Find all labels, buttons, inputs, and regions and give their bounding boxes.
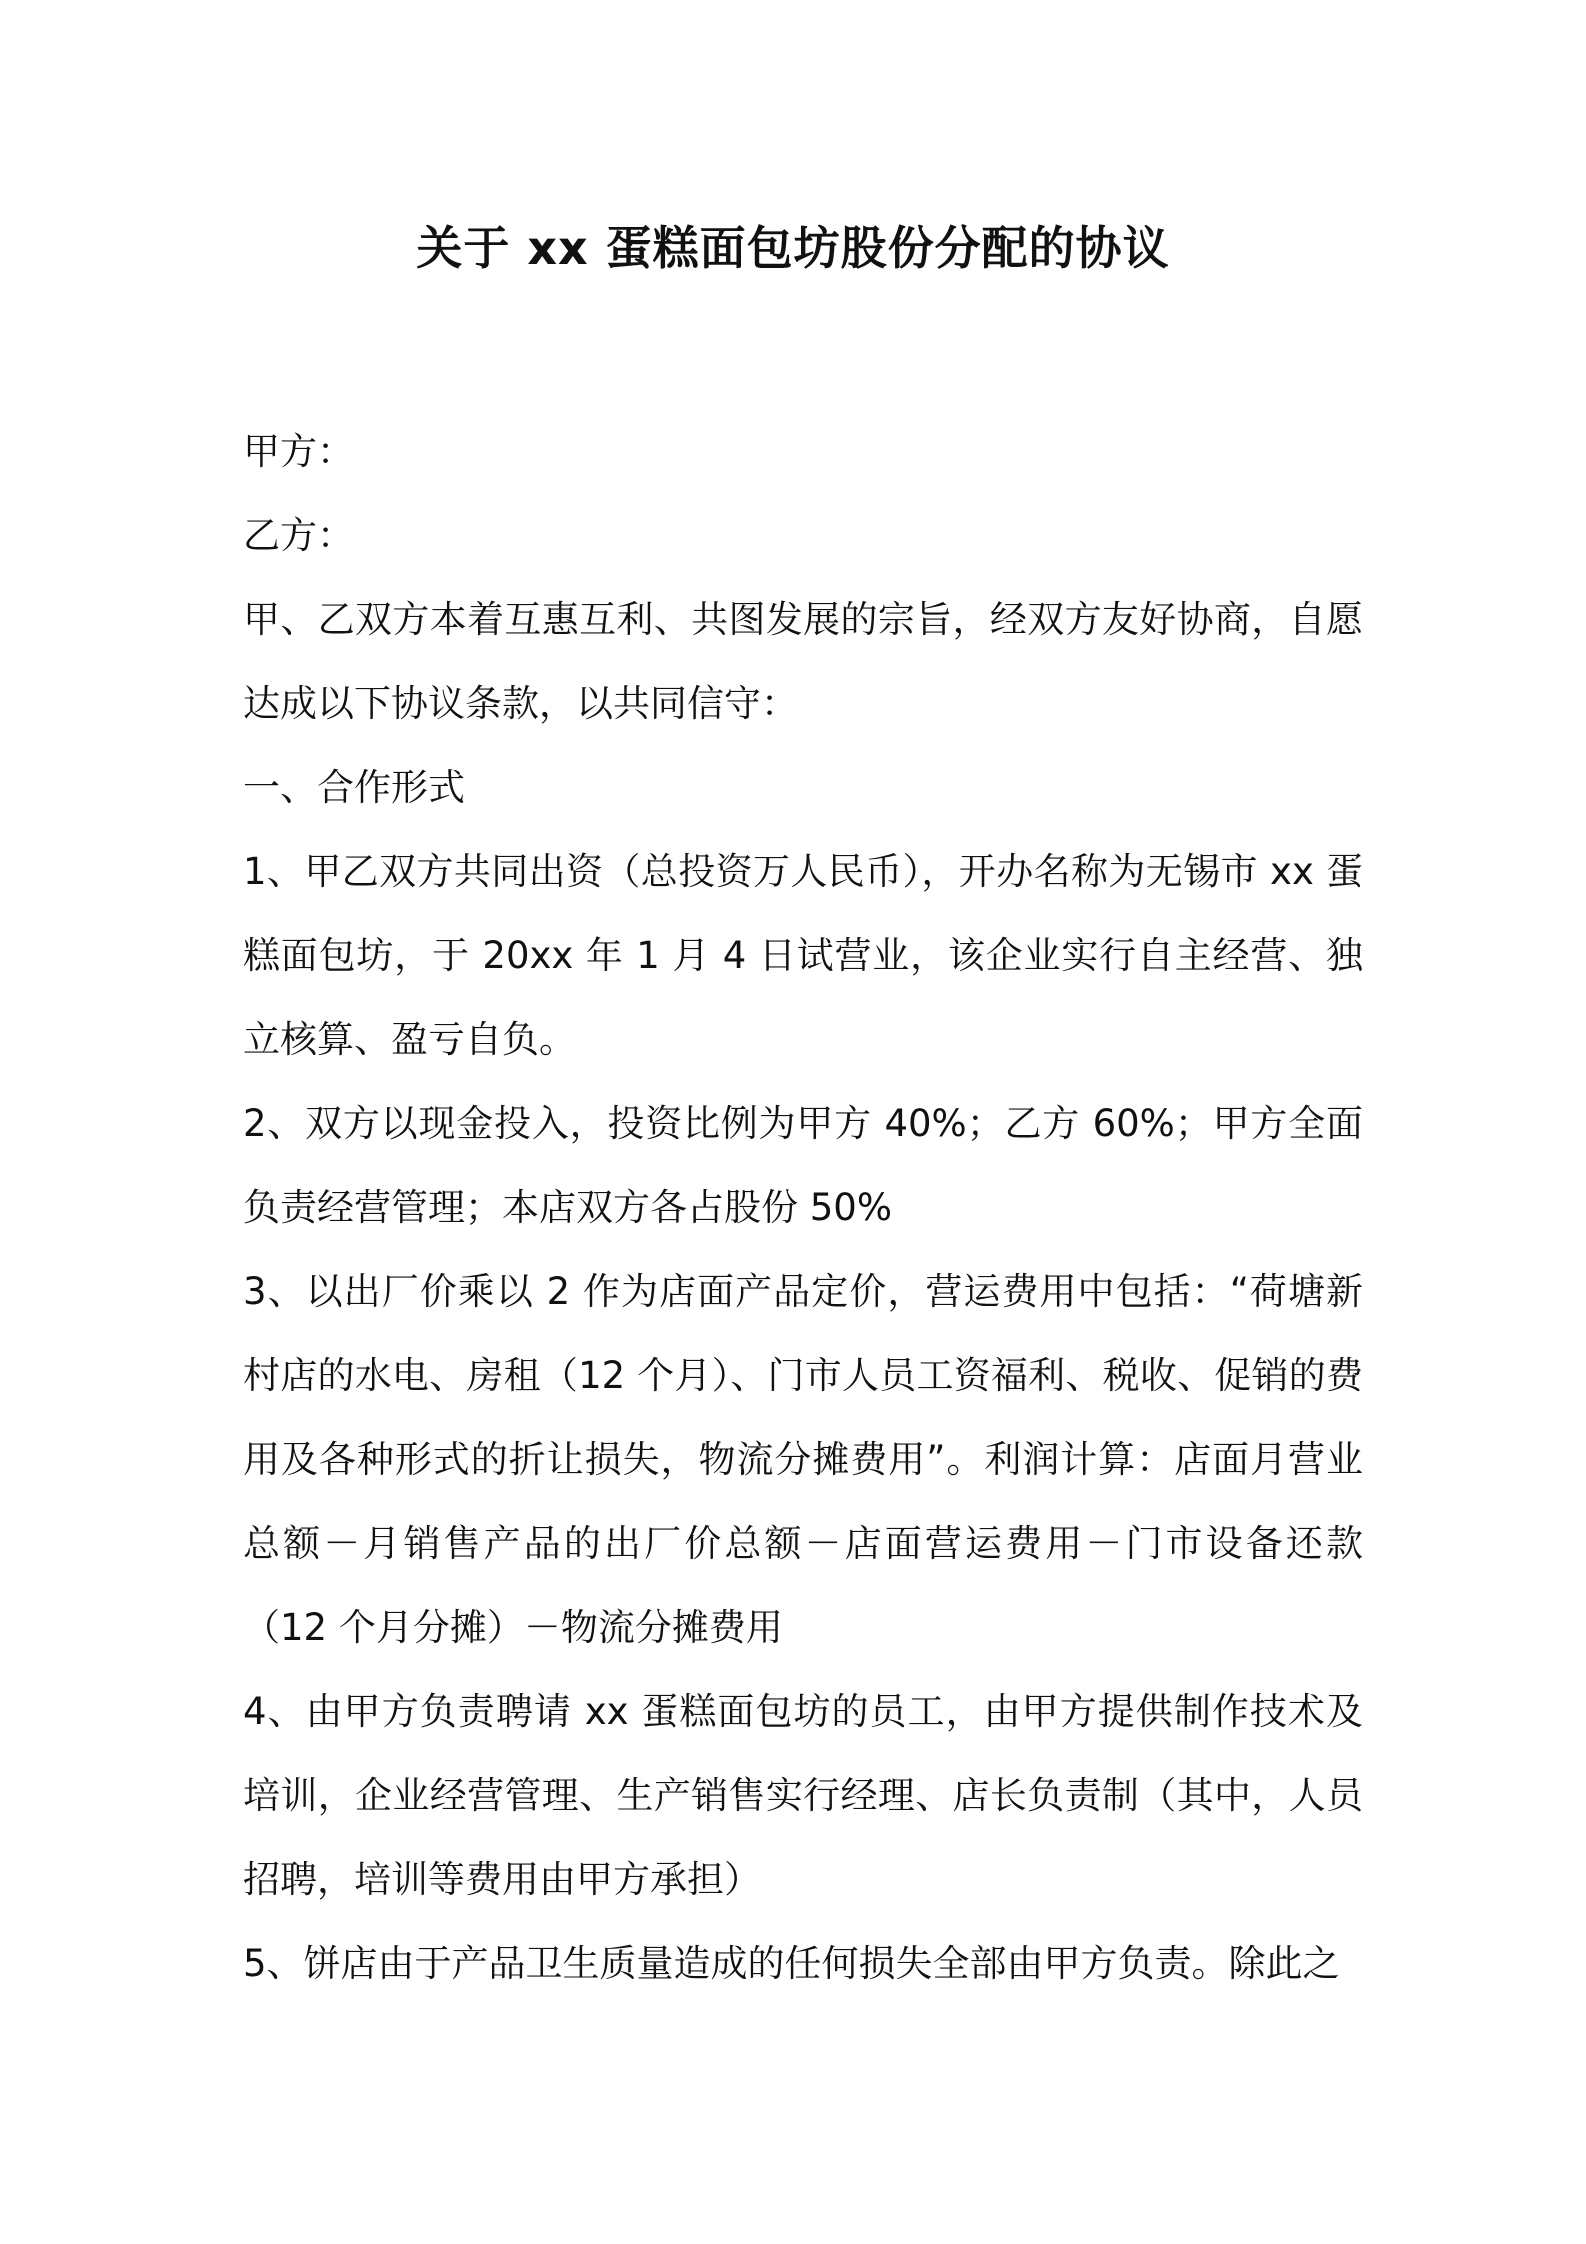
document-body: [243, 410, 1363, 2006]
clause-2: 2、双方以现金投入，投资比例为甲方 40%；乙方 60%；甲方全面负责经营管理；本店双方各占股份 50%: [243, 1102, 1363, 1229]
party-b-line: 乙方：: [243, 514, 354, 557]
clause-4: 4、由甲方负责聘请 xx 蛋糕面包坊的员工，由甲方提供制作技术及培训，企业经营管理、生产销售实行经理、店长负责制（其中，人员招聘，培训等费用由甲方承担）: [243, 1690, 1363, 1901]
party-a-line: 甲方：: [243, 430, 354, 473]
clause-5: 5、饼店由于产品卫生质量造成的任何损失全部由甲方负责。除此之: [243, 1942, 1340, 1985]
section-heading: 一、合作形式: [243, 766, 465, 809]
preamble-paragraph: 甲、乙双方本着互惠互利、共图发展的宗旨，经双方友好协商，自愿达成以下协议条款，以共同信守：: [243, 598, 1363, 725]
clause-3: 3、以出厂价乘以 2 作为店面产品定价，营运费用中包括：“荷塘新村店的水电、房租（12 个月）、门市人员工资福利、税收、促销的费用及各种形式的折让损失，物流分摊费用”。利润计算：店面月营业总额－月销售产品的出厂价总额－店面营运费用－门市设备还款（12 个月分摊）－物流分摊费用: [243, 1270, 1363, 1649]
clause-1: 1、甲乙双方共同出资（总投资万人民币），开办名称为无锡市 xx 蛋糕面包坊，于 20xx 年 1 月 4 日试营业，该企业实行自主经营、独立核算、盈亏自负。: [243, 850, 1363, 1061]
document-title: 关于 xx 蛋糕面包坊股份分配的协议: [416, 221, 1170, 275]
